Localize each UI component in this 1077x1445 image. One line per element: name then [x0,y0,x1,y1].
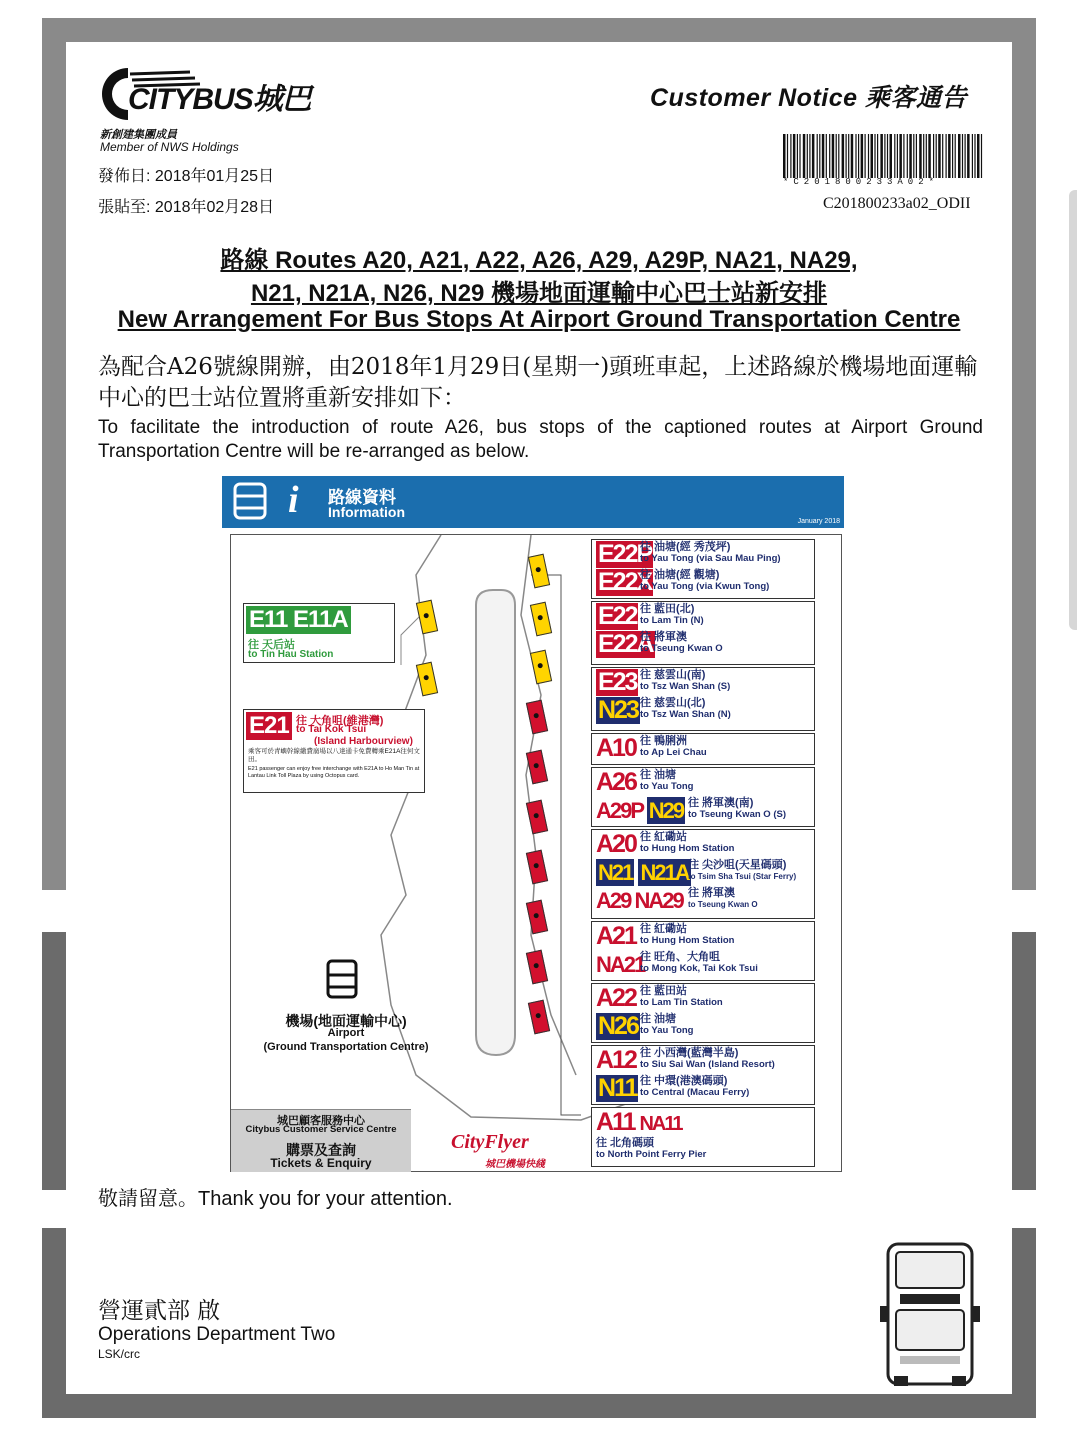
barcode-bar [877,134,878,178]
route-number: E21 [246,712,292,740]
route-dest-zh: 往 中環(港澳碼頭) [640,1075,728,1087]
airport-label-en: Airport [327,1027,365,1039]
route-dest-en: to Lam Tin Station [640,997,723,1008]
barcode-bar [819,134,820,178]
route-box-e21 [243,709,425,793]
barcode-bar [903,134,904,178]
barcode-text: *C201800233A02* [783,177,940,187]
route-group [591,539,815,599]
route-group [591,921,815,981]
barcode-bar [952,134,953,178]
route-dest-zh: 往 旺角、大角咀 [640,951,721,963]
barcode-bar [916,134,917,178]
route-group [591,1045,815,1105]
department-en: Operations Department Two [98,1324,336,1345]
route-number-2: NA11 [639,1113,682,1135]
e21-note-en: E21 passenger can enjoy free interchange with E21A to Ho Man Tin at Lantau Link Toll Plaza by using Octopus card. [248,766,420,779]
barcode-bar [874,134,875,178]
route-dest-en: to Hung Hom Station [640,935,735,946]
barcode-bar [907,134,908,178]
barcode-bar [836,134,837,178]
barcode-bar [933,134,934,178]
route-number-2: N21A [640,860,689,885]
route-dest-en: to Yau Tong (via Sau Mau Ping) [640,553,781,564]
barcode-bar [972,134,973,178]
cityflyer-logo: CityFlyer [451,1131,529,1153]
route-number: N11 [598,1074,637,1102]
route-number: N23 [598,696,638,724]
route-group [591,667,815,731]
scroll-handle[interactable] [1069,190,1077,630]
barcode-bar [899,134,902,178]
route-dest-zh: 往 紅磡站 [640,831,688,843]
bus-stop-map [222,476,844,1176]
route-dest-en: to Siu Sai Wan (Island Resort) [640,1059,775,1070]
intro-zh: 為配合A26號線開辦，由2018年1月29日(星期一)頭班車起，上述路線於機場地面運輸中心的巴士站位置將重新安排如下： [98,354,978,411]
route-dest-en: to Tsz Wan Shan (S) [640,681,731,692]
route-dest-zh: 往 尖沙咀(天星碼頭) [688,859,787,871]
map-area [230,534,842,1172]
airport-label-en-2: (Ground Transportation Centre) [263,1041,429,1053]
route-dest-zh: 往 紅磡站 [640,923,688,935]
route-dest-zh: 往 天后站 [248,639,296,651]
headline-line-2: N21, N21A, N26, N29 機場地面運輸中心巴士站新安排 [250,280,828,307]
info-date: January 2018 [797,518,840,525]
barcode-bar [974,134,975,178]
route-dest-zh: 往 將軍澳 [640,631,688,643]
barcode-bar [977,134,980,178]
barcode-bar [928,134,931,178]
barcode-bar [793,134,796,178]
barcode-bar [938,134,941,178]
e21-note-zh: 乘客可於青嶼幹線繳費廣場以八達通卡免費轉乘E21A往何文田。 [248,748,420,763]
route-number: A21 [596,922,636,950]
route-group [591,983,815,1043]
route-dest-zh: 往 油塘(經 秀茂坪) [640,541,731,553]
route-number: A29P [596,798,643,823]
barcode-bar [858,134,859,178]
route-dest-zh: 往 藍田(北) [640,603,695,615]
route-dest-en: to Tseung Kwan O [688,900,758,909]
route-dest-en: to Hung Hom Station [640,843,735,854]
info-title-en: Information [328,504,405,520]
route-number: A29 [596,888,631,913]
service-centre-zh: 城巴顧客服務中心 [277,1115,365,1127]
barcode-bar [887,134,888,178]
route-number: E22A [598,630,653,658]
route-group [591,1107,815,1167]
route-dest-en: to Tseung Kwan O (S) [688,809,786,820]
route-dest-en: to Mong Kok, Tai Kok Tsui [640,963,758,974]
barcode [783,134,983,178]
barcode-bar [829,134,830,178]
route-number: A22 [596,984,636,1012]
route-number: A10 [596,734,636,762]
barcode-bar [884,134,885,178]
barcode-bar [832,134,835,178]
route-dest-en: to Tin Hau Station [248,649,334,660]
route-dest-zh: 往 油塘(經 觀塘) [640,569,720,581]
barcode-bar [936,134,937,178]
service-centre-en: Citybus Customer Service Centre [245,1124,397,1135]
route-dest-en: to North Point Ferry Pier [596,1149,707,1160]
barcode-bar [926,134,927,178]
route-dest-zh: 往 將軍澳(南) [688,797,754,809]
barcode-bar [894,134,895,178]
route-dest-en: to Yau Tong [640,781,694,792]
member-zh: 新創建集團成員 [100,129,177,141]
reference-code: C201800233a02_ODII [823,195,971,212]
route-dest-en: to Tai Kok Tsui [296,724,367,735]
route-dest-zh: 往 慈雲山(北) [640,697,706,709]
route-number-2: N29 [648,798,684,823]
route-dest-zh: 往 大角咀(維港灣) [296,715,384,727]
department-zh: 營運貳部 啟 [98,1298,221,1324]
route-dest-en: to Tsz Wan Shan (N) [640,709,731,720]
route-number: E22X [598,568,652,596]
barcode-bar [946,134,947,178]
bus-icon [232,482,268,522]
barcode-bar [962,134,963,178]
route-dest-zh: 往 油塘 [640,1013,677,1025]
route-dest-en-2: (Island Harbourview) [314,736,413,747]
barcode-bar [846,134,847,178]
thanks-note: 敬請留意。Thank you for your attention. [98,1188,453,1210]
reference-initials: LSK/crc [98,1347,141,1361]
route-box-e11 [243,603,395,663]
headline-line-1: 路線 Routes A20, A21, A22, A26, A29, A29P, NA21, NA29, [220,247,858,274]
cityflyer-zh: 城巴機場快綫 [485,1159,545,1170]
barcode-bar [855,134,856,178]
route-number: E22P [598,540,652,568]
route-dest-zh: 往 油塘 [640,769,677,781]
route-number: A26 [596,768,636,796]
route-dest-zh: 往 將軍澳 [688,887,736,899]
barcode-bar [919,134,922,178]
issue-date: 發佈日: 2018年01月25日 [98,168,275,185]
route-number: N21 [598,860,633,885]
bus-icon [325,959,359,1001]
barcode-bar [809,134,810,178]
route-group [591,829,815,919]
route-number: E23 [598,668,637,696]
member-en: Member of NWS Holdings [100,140,239,154]
route-group [591,733,815,765]
post-until-date: 張貼至: 2018年02月28日 [98,199,275,216]
route-dest-en: to Tseung Kwan O [640,643,723,654]
info-banner [222,476,844,528]
barcode-bar [861,134,864,178]
route-number: A11 [596,1108,635,1136]
barcode-bar [817,134,818,178]
barcode-bar [958,134,961,178]
barcode-bar [871,134,874,178]
ticket-zh: 購票及查詢 [286,1142,356,1158]
barcode-bar [790,134,791,178]
barcode-bar [965,134,966,178]
info-title-zh: 路線資料 [328,488,396,507]
barcode-bar [783,134,786,178]
barcode-bar [913,134,914,178]
route-number: N26 [598,1012,638,1040]
barcode-bar [942,134,943,178]
barcode-bar [842,134,845,178]
route-dest-en: to Lam Tin (N) [640,615,704,626]
airport-label-zh: 機場(地面運輸中心) [285,1013,407,1029]
route-dest-zh: 往 鴨脷洲 [640,735,688,747]
barcode-bar [955,134,956,178]
barcode-bar [803,134,806,178]
barcode-bar [807,134,808,178]
route-dest-zh: 往 北角碼頭 [596,1137,655,1149]
barcode-bar [838,134,839,178]
route-number-2: NA29 [634,888,683,913]
service-centre [231,1109,411,1172]
info-icon: i [288,479,299,521]
barcode-bar [822,134,825,178]
route-number: E11 E11A [246,606,351,634]
route-group [591,767,815,827]
double-decker-bus-icon [880,1240,980,1390]
barcode-bar [897,134,898,178]
barcode-bar [880,134,883,178]
route-number: E22 [598,602,637,630]
ticket-en: Tickets & Enquiry [270,1156,372,1170]
route-dest-en: to Ap Lei Chau [640,747,707,758]
route-number: A20 [596,830,636,858]
route-dest-en: to Central (Macau Ferry) [640,1087,750,1098]
route-dest-en: to Tsim Sha Tsui (Star Ferry) [688,872,797,881]
route-dest-zh: 往 小西灣(藍灣半島) [640,1047,739,1059]
barcode-bar [981,134,982,178]
logo-text: CITYBUS城巴 [128,83,311,116]
route-dest-en: to Yau Tong [640,1025,694,1036]
intro-en: To facilitate the introduction of route A26, bus stops of the captioned routes at Airport Ground Transportation Centre will be re-arranged as below. [98,417,983,462]
headline-line-3: New Arrangement For Bus Stops At Airport Ground Transportation Centre [117,306,961,333]
notice-title: Customer Notice 乘客通告 [650,84,967,112]
barcode-bar [851,134,854,178]
barcode-bar [865,134,866,178]
barcode-bar [909,134,912,178]
route-dest-en: to Yau Tong (via Kwun Tong) [640,581,770,592]
barcode-bar [948,134,951,178]
barcode-bar [890,134,893,178]
barcode-bar [967,134,970,178]
route-dest-zh: 往 藍田站 [640,985,688,997]
route-number: NA21 [596,952,645,977]
barcode-bar [848,134,849,178]
barcode-bar [868,134,869,178]
barcode-bar [923,134,924,178]
route-number: A12 [596,1046,636,1074]
route-group [591,601,815,665]
barcode-bar [826,134,827,178]
barcode-bar [797,134,798,178]
barcode-bar [787,134,788,178]
barcode-bar [812,134,815,178]
barcode-bar [799,134,800,178]
route-dest-zh: 往 慈雲山(南) [640,669,706,681]
